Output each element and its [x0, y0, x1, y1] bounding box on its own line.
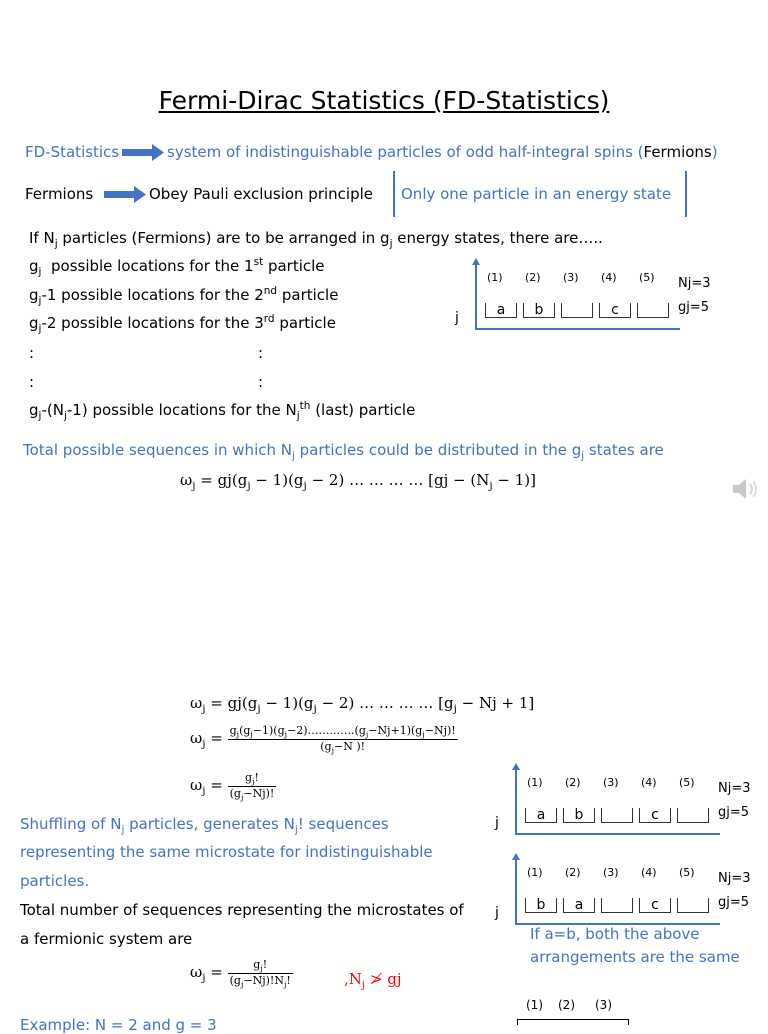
arrangement-line-last: $g_j-(N_j-1)$ possible locations for the $N_j^{th}$ (last) particle	[29, 400, 416, 422]
position-label: (4)	[601, 271, 617, 284]
position-label: (3)	[603, 866, 619, 879]
equation-1: $\omega_j = gj(g_j - 1)(g_j - 2)$ … … … … $[gj - (N_j - 1)]$	[180, 471, 536, 492]
total-sequences-text: Total possible sequences in which $N_j$ particles could be distributed in the $g_j$ states are	[23, 441, 664, 462]
position-label: (1)	[527, 866, 543, 879]
equation-4: $\omega_j$ = $\frac{g_j!}{(g_j-Nj)!}$	[190, 771, 275, 803]
axis-arrowhead	[512, 763, 520, 770]
colon-right-1: :	[258, 344, 264, 362]
shuffling-line2: representing the same microstate for indistinguishable	[20, 843, 433, 861]
position-label: (2)	[565, 776, 581, 789]
axis-arrowhead	[512, 853, 520, 860]
position-label: (3)	[563, 271, 579, 284]
diagram-1	[455, 258, 725, 338]
energy-slot: a	[485, 303, 517, 318]
energy-slot: c	[639, 808, 671, 823]
colon-left-2: :	[29, 373, 35, 391]
equation-3: $\omega_j$ = $\frac{g_j(g_j-1)(g_j-2)\dots\dots..\dots..(g_j-Nj+1)(g_j-Nj)!}{(g_j-N )!}$	[190, 724, 456, 756]
horizontal-axis	[475, 328, 680, 330]
position-label: (1)	[527, 776, 543, 789]
energy-slot	[601, 808, 633, 823]
pauli-text: Obey Pauli exclusion principle	[149, 185, 374, 203]
axis-label: j	[495, 905, 499, 921]
colon-right-2: :	[258, 373, 264, 391]
total-number-line1: Total number of sequences representing the microstates of	[20, 901, 464, 919]
axis-label: j	[455, 310, 459, 326]
position-label: (1)	[487, 271, 503, 284]
fd-desc-prefix: system of indistinguishable particles of odd half-integral spins (	[167, 143, 644, 161]
position-label: (4)	[641, 866, 657, 879]
axis-arrowhead	[472, 258, 480, 265]
right-arrow-icon	[104, 186, 146, 203]
energy-slot	[561, 303, 593, 318]
arrangement-line2: $g_j-1$ possible locations for the 2nd particle	[29, 285, 339, 307]
energy-slot: a	[525, 808, 557, 823]
total-number-line2: a fermionic system are	[20, 930, 193, 948]
bottom-position-2: (2)	[558, 998, 575, 1012]
if-ab-line1: If a=b, both the above	[530, 925, 700, 943]
nj-label: Nj=3	[718, 871, 751, 886]
arrangement-line1: $g_j$ possible locations for the 1st particle	[29, 256, 325, 278]
bottom-table	[517, 1019, 629, 1025]
equation-5: $\omega_j$ = $\frac{g_j!}{(g_j-Nj)!N_j!}$	[190, 958, 291, 990]
gj-label: gj=5	[678, 300, 710, 315]
arrangement-line0: If $N_j$ particles (Fermions) are to be arranged in $g_j$ energy states, there are…..	[29, 229, 603, 250]
shuffling-line3: particles.	[20, 872, 90, 890]
fd-desc-suffix: )	[711, 143, 718, 161]
gj-label: gj=5	[718, 895, 750, 910]
nj-label: Nj=3	[718, 781, 751, 796]
energy-slot: a	[563, 898, 595, 913]
diagram-3	[495, 853, 765, 933]
bottom-position-3: (3)	[595, 998, 612, 1012]
vertical-axis	[515, 769, 517, 835]
axis-label: j	[495, 815, 499, 831]
position-label: (2)	[565, 866, 581, 879]
energy-slot: b	[563, 808, 595, 823]
if-ab-line2: arrangements are the same	[530, 948, 740, 966]
energy-slot: b	[525, 898, 557, 913]
nj-label: Nj=3	[678, 276, 711, 291]
speaker-icon[interactable]	[731, 476, 761, 502]
diagram-2	[495, 763, 765, 843]
energy-slot: c	[639, 898, 671, 913]
energy-slot	[677, 898, 709, 913]
energy-slot	[677, 808, 709, 823]
position-label: (3)	[603, 776, 619, 789]
equation-5-condition: $,N_j$ ≯ gj	[344, 970, 402, 991]
shuffling-line1: Shuffling of $N_j$ particles, generates $N_j$! sequences	[20, 815, 389, 836]
energy-slot	[601, 898, 633, 913]
energy-slot	[637, 303, 669, 318]
energy-slot: b	[523, 303, 555, 318]
only-one-text: Only one particle in an energy state	[401, 185, 672, 203]
right-arrow-icon	[122, 144, 164, 161]
example-text: Example: N = 2 and g = 3	[20, 1016, 217, 1034]
fd-desc-word: Fermions	[643, 143, 712, 161]
gj-label: gj=5	[718, 805, 750, 820]
horizontal-axis	[515, 833, 720, 835]
energy-slot: c	[599, 303, 631, 318]
fermions-label: Fermions	[25, 185, 94, 203]
vertical-axis	[475, 264, 477, 330]
arrangement-line3: $g_j-2$ possible locations for the 3rd particle	[29, 313, 336, 335]
vertical-axis	[515, 859, 517, 925]
position-label: (2)	[525, 271, 541, 284]
fd-label: FD-Statistics	[25, 143, 120, 161]
position-label: (5)	[639, 271, 655, 284]
position-label: (4)	[641, 776, 657, 789]
bottom-position-1: (1)	[526, 998, 543, 1012]
position-label: (5)	[679, 866, 695, 879]
colon-left-1: :	[29, 344, 35, 362]
position-label: (5)	[679, 776, 695, 789]
page-title: Fermi-Dirac Statistics (FD-Statistics)	[158, 86, 610, 115]
equation-2: $\omega_j = gj(g_j - 1)(g_j - 2)$ … … … … $[g_j - Nj + 1]$	[190, 694, 535, 715]
fd-description	[167, 143, 718, 161]
